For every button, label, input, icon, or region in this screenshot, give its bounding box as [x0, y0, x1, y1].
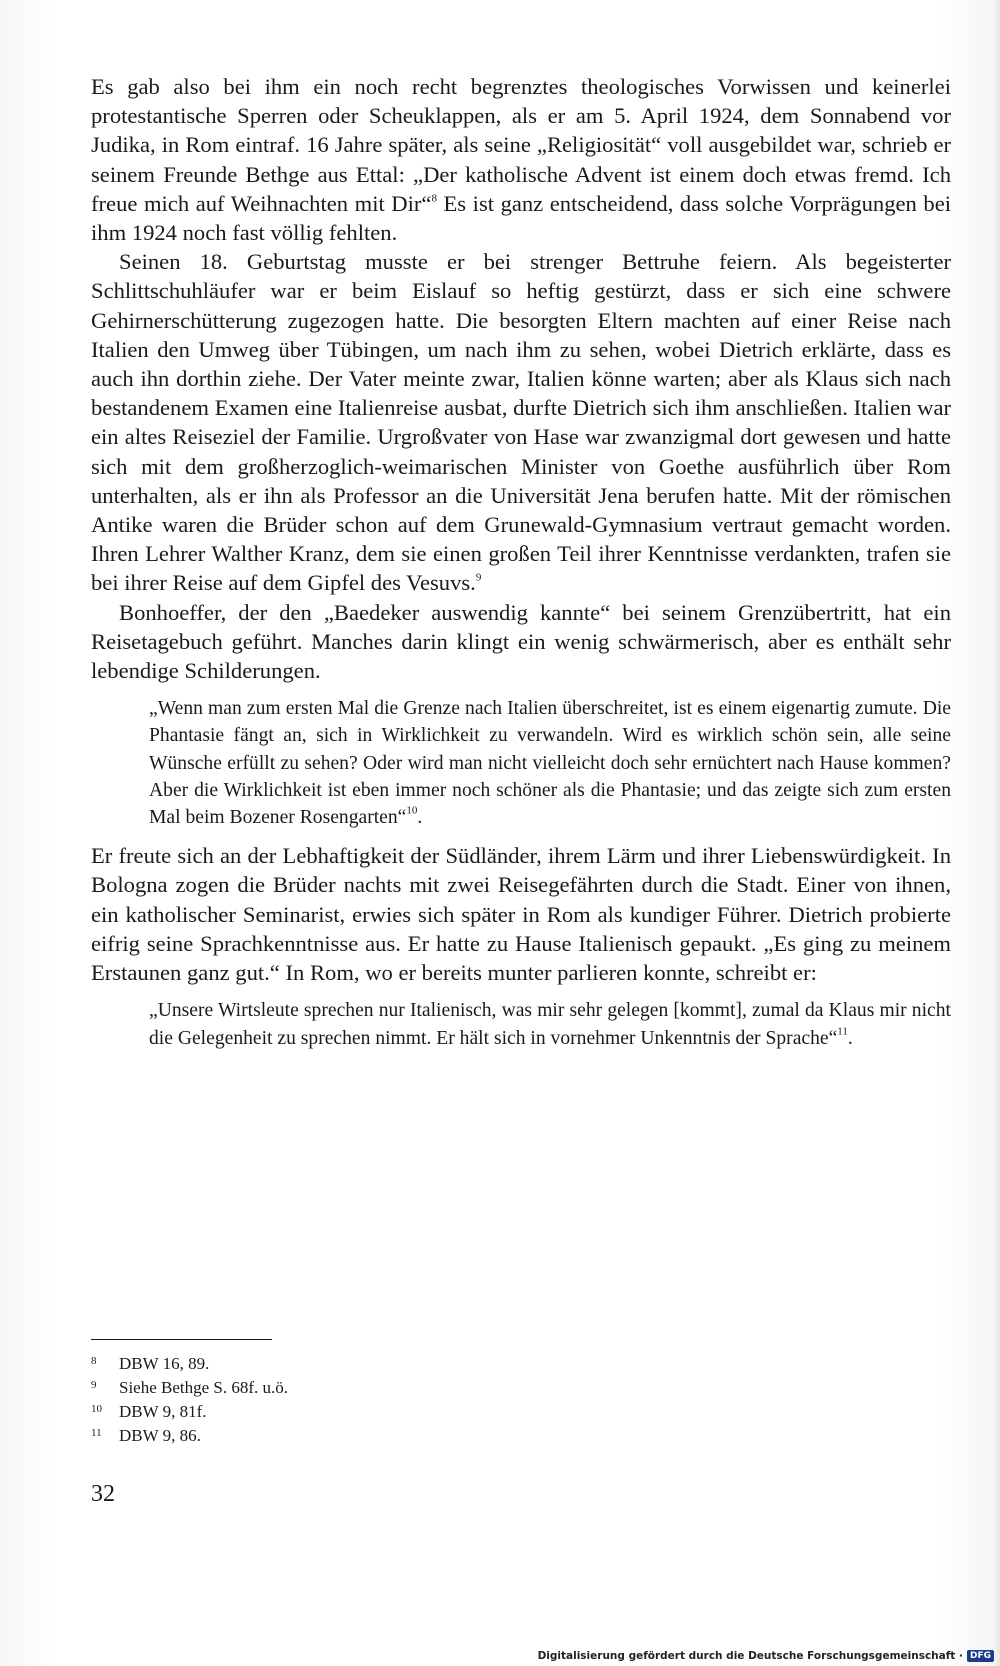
- page-number: 32: [91, 1481, 115, 1507]
- footnote-8: [91, 1352, 591, 1376]
- paragraph-2: [91, 247, 951, 597]
- block-quote-2: [149, 997, 951, 1051]
- paragraph-1-text: Es gab also bei ihm ein noch recht begrenztes theologisches Vorwissen und keinerlei protestantische Sperren oder Scheuklappen, als er am 5. April 1924, dem Sonnabend vor Judika, in Rom eintraf. 16 Jahre später, als seine „Religiosität“ voll ausgebildet war, schrieb er seinem Freunde Bethge aus Ettal: „Der katholische Advent ist einem doch etwas fremd. Ich freue mich auf Weihnachten mit Dir“: [91, 74, 951, 216]
- block-quote-1: [149, 695, 951, 831]
- dfg-logo-icon: DFG: [967, 1650, 994, 1662]
- footnote-ref-8[interactable]: 8: [431, 192, 437, 205]
- quote-2-tail: .: [847, 1027, 853, 1049]
- footnote-text: DBW 9, 81f.: [119, 1402, 207, 1421]
- footnote-ref-10[interactable]: 10: [406, 804, 418, 817]
- footnote-ref-11[interactable]: 11: [837, 1025, 848, 1038]
- footnote-10: [91, 1400, 591, 1424]
- quote-1-tail: .: [417, 807, 423, 829]
- page-edge-shadow: [992, 0, 1000, 1666]
- footnote-number: 8: [91, 1355, 97, 1367]
- paragraph-1: [91, 72, 951, 247]
- digitization-credit: [538, 1650, 994, 1662]
- body-text: [91, 72, 951, 1062]
- footnote-ref-9[interactable]: 9: [475, 572, 482, 585]
- paragraph-2-text: Seinen 18. Geburtstag musste er bei strenger Bettruhe feiern. Als begeisterter Schlittschuhläufer war er beim Eislauf so heftig gestürzt, dass er sich eine schwere Gehirnerschütterung zugezogen hatte. Die besorgten Eltern machten auf einer Reise nach Italien den Umweg über Tübingen, um nach ihm zu sehen, wobei Dietrich erklärte, dass es auch ihn dorthin ziehe. Der Vater meinte zwar, Italien könne warten; aber als Klaus sich nach bestandenem Examen eine Italienreise ausbat, durfte Dietrich sich ihm anschließen. Italien war ein altes Reiseziel der Familie. Urgroßvater von Hase war zwanzigmal dort gewesen und hatte sich mit dem großherzoglich-weimarischen Minister von Goethe ausführlich über Rom unterhalten, als er ihn als Professor an die Universität Jena berufen hatte. Mit der römischen Antike waren die Brüder schon auf dem Grunewald-Gymnasium vertraut gemacht worden. Ihren Lehrer Walther Kranz, dem sie einen großen Teil ihrer Kenntnisse verdankten, trafen sie bei ihrer Reise auf dem Gipfel des Vesuvs.: [91, 249, 951, 596]
- footnote-text: DBW 16, 89.: [119, 1354, 210, 1373]
- footnote-number: 10: [91, 1403, 102, 1415]
- footnote-text: Siehe Bethge S. 68f. u.ö.: [119, 1378, 289, 1397]
- paragraph-4-text: Er freute sich an der Lebhaftigkeit der Südländer, ihrem Lärm und ihrer Liebenswürdigkeit. In Bologna zogen die Brüder nachts mit zwei Reisegefährten durch die Stadt. Einer von ihnen, ein katholischer Seminarist, erwies sich später in Rom als kundiger Führer. Dietrich probierte eifrig seine Sprachkenntnisse aus. Er hatte zu Hause Italienisch gepaukt. „Es ging zu meinem Erstaunen ganz gut.“ In Rom, wo er bereits munter parlieren konnte, schreibt er:: [91, 843, 951, 986]
- paragraph-3: [91, 598, 951, 686]
- paragraph-3-text: Bonhoeffer, der den „Baedeker auswendig kannte“ bei seinem Grenzübertritt, hat ein Reisetagebuch geführt. Manches darin klingt ein wenig schwärmerisch, aber es enthält sehr lebendige Schilderungen.: [91, 599, 951, 684]
- quote-2-text: „Unsere Wirtsleute sprechen nur Italienisch, was mir sehr gelegen [kommt], zumal da Klaus mir nicht die Gelegenheit zu sprechen nimmt. Er hält sich in vornehmer Unkenntnis der Sprache“: [149, 1000, 951, 1049]
- footnote-text: DBW 9, 86.: [119, 1426, 201, 1445]
- footnote-divider: [91, 1339, 272, 1340]
- footnotes: [91, 1352, 591, 1448]
- footnote-11: [91, 1424, 591, 1448]
- footnote-number: 9: [91, 1379, 97, 1391]
- footnote-9: [91, 1376, 591, 1400]
- credit-text: Digitalisierung gefördert durch die Deutsche Forschungsgemeinschaft ·: [537, 1650, 963, 1662]
- paragraph-1-tail: Es ist ganz entscheidend, dass solche Vorprägungen bei ihm 1924 noch fast völlig fehlten.: [91, 190, 952, 246]
- quote-1-text: „Wenn man zum ersten Mal die Grenze nach Italien überschreitet, ist es einem eigenartig zumute. Die Phantasie fängt an, sich in Wirklichkeit zu verwandeln. Wird es wirklich schön sein, alle seine Wünsche erfüllt zu sehen? Oder wird man nicht vielleicht doch sehr ernüchtert nach Hause kommen? Aber die Wirklichkeit ist eben immer noch schöner als die Phantasie; und das zeigte sich zum ersten Mal beim Bozener Rosengarten“: [149, 698, 951, 829]
- footnote-number: 11: [91, 1427, 102, 1439]
- paragraph-4: [91, 841, 951, 987]
